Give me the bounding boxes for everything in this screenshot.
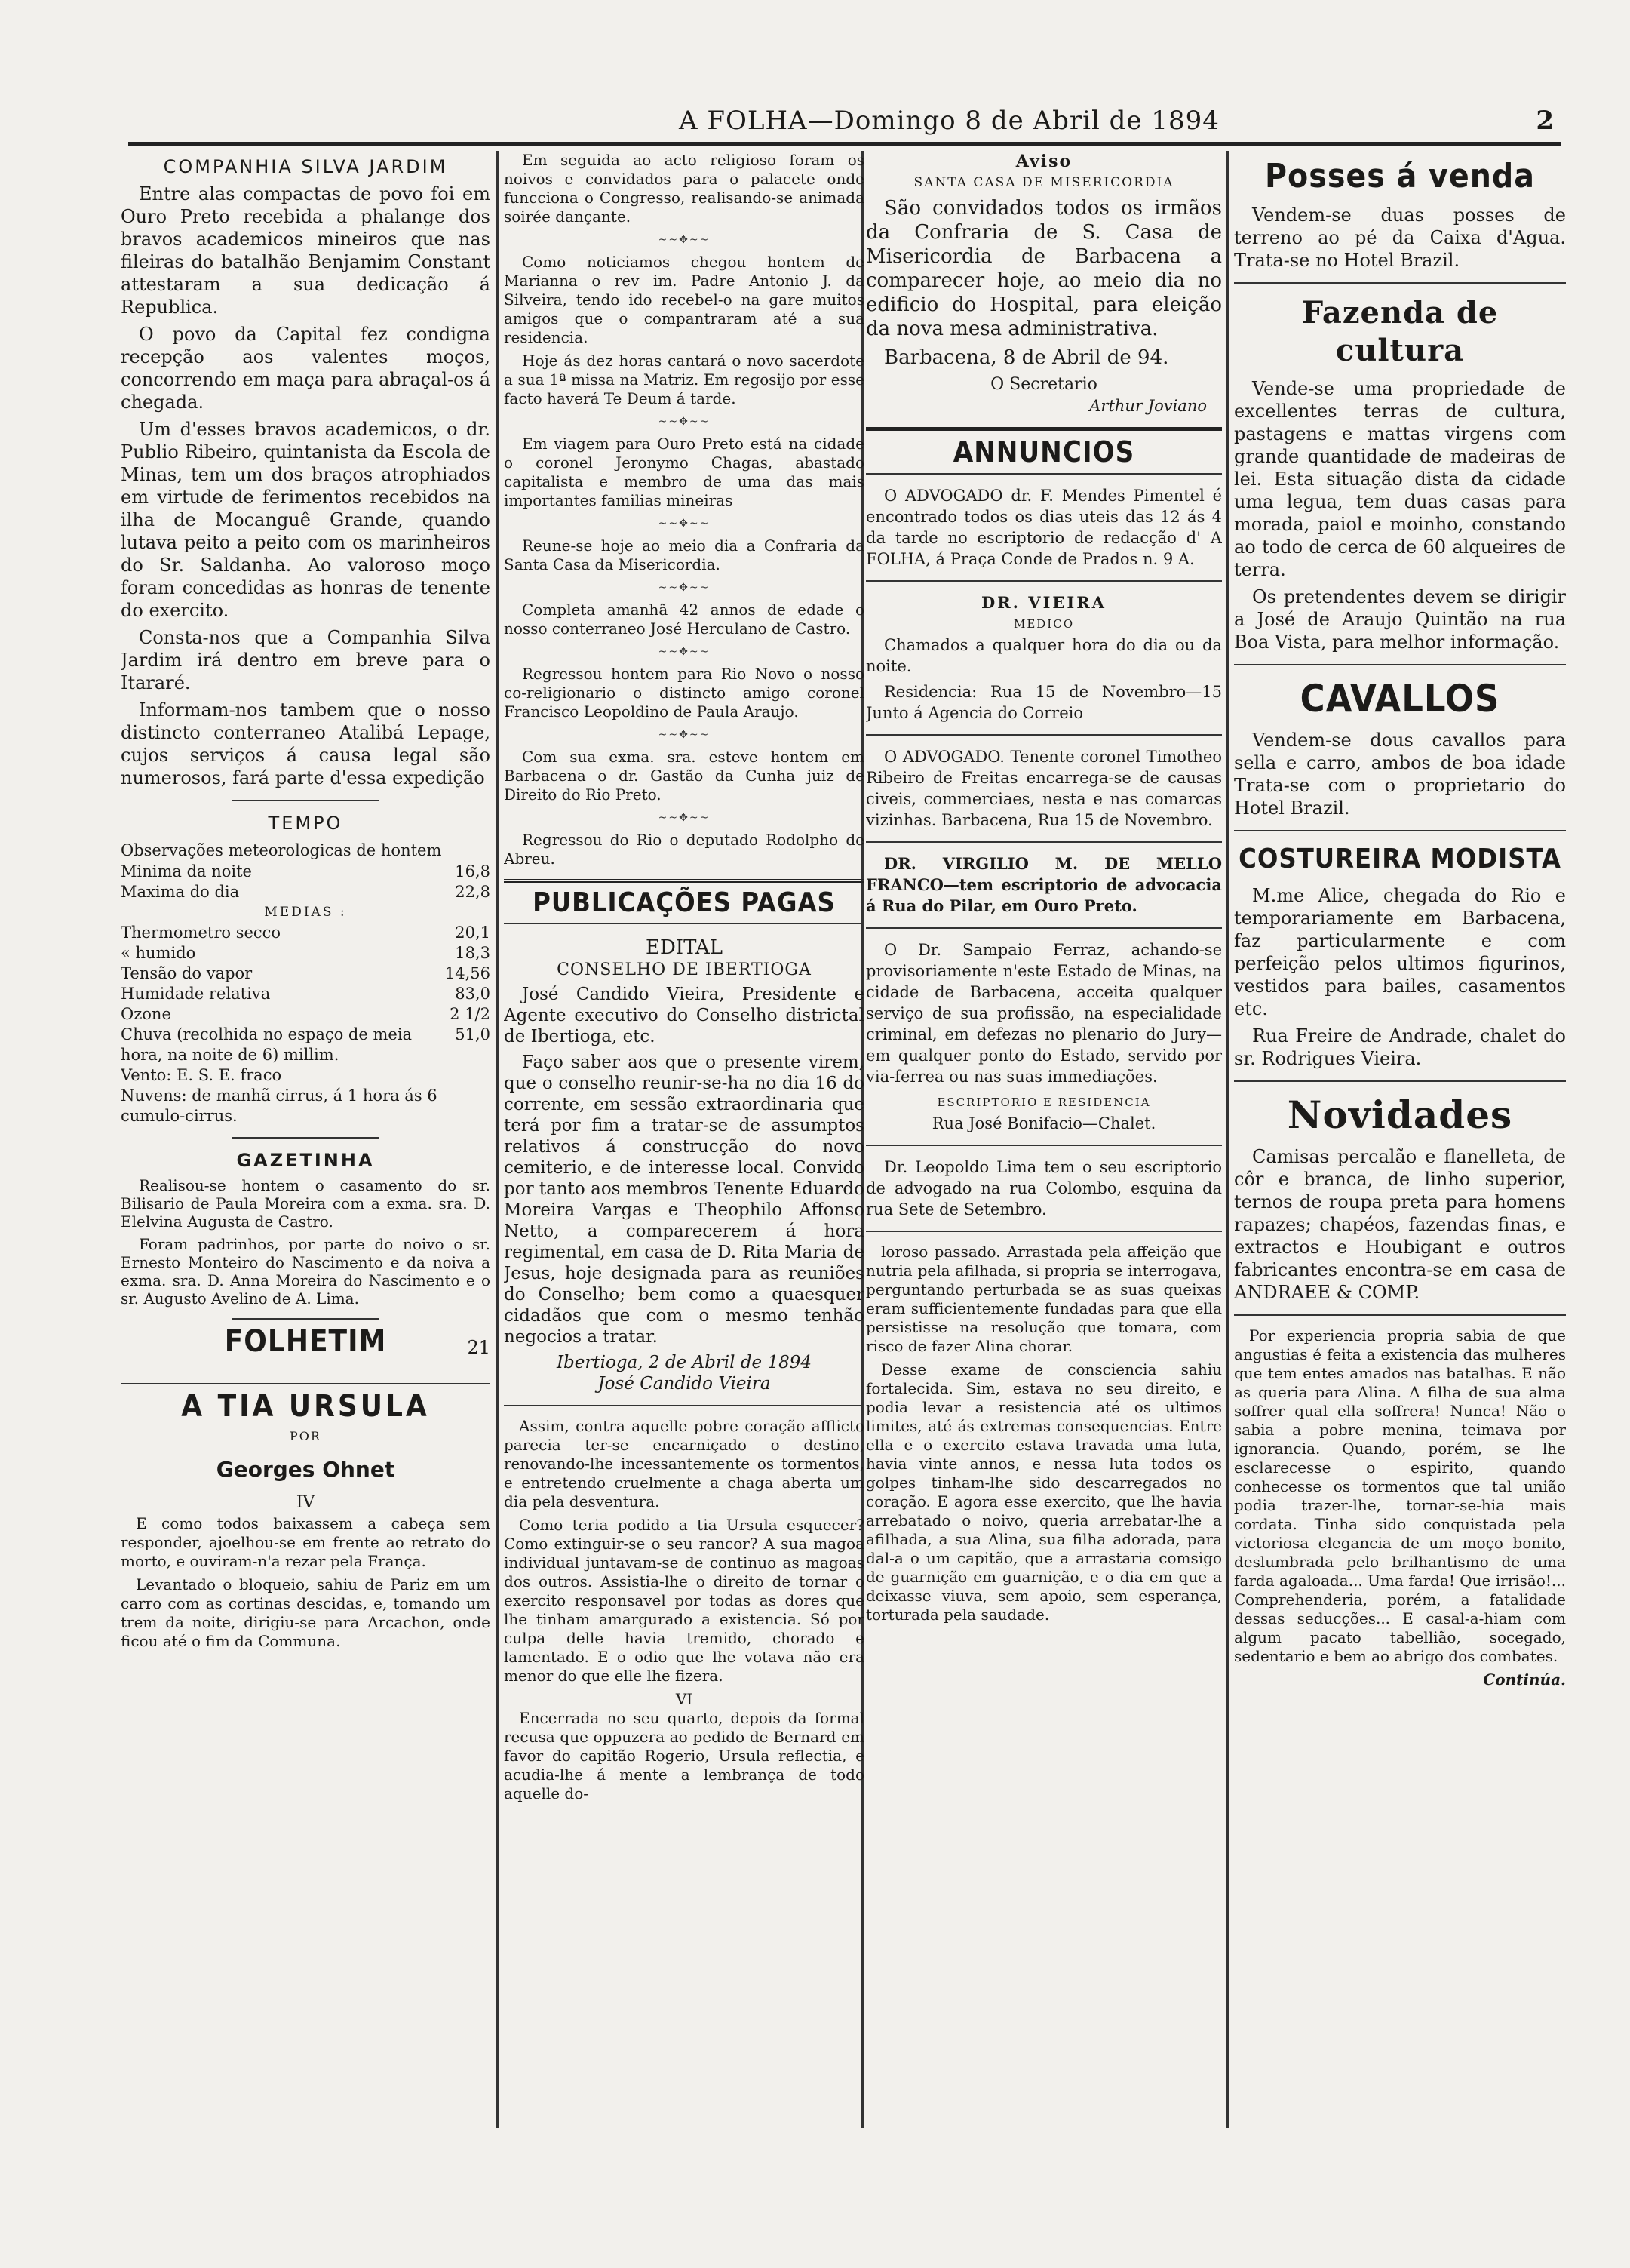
aviso-secretary-name: Arthur Joviano bbox=[1089, 397, 1207, 415]
aviso-text: São convidados todos os irmãos da Confraria de S. Casa de Misericordia de Barbacena a comparecer hoje, ao meio dia no edificio do Hospital, para eleição da nova mesa administrativa. bbox=[866, 197, 1222, 340]
advertisement: Dr. Leopoldo Lima tem o seu escriptorio de advogado na rua Colombo, esquina da rua Sete de Setembro. bbox=[866, 1158, 1222, 1219]
news-item: Em viagem para Ouro Preto está na cidade o coronel Jeronymo Chagas, abastado capitalista e membro de uma das mais importantes familias mineiras bbox=[504, 435, 864, 509]
news-item: Com sua exma. sra. esteve hontem em Barbacena o dr. Gastão da Cunha juiz de Direito do Rio Preto. bbox=[504, 748, 864, 804]
divider bbox=[866, 734, 1222, 736]
folhetim-paragraph: Desse exame de consciencia sahiu fortalecida. Sim, estava no seu direito, e podia levar a resistencia até os ultimos limites, até ás extremas consequencias. Entre ella e o exercito estava travada uma luta, havia vinte annos, e nessa luta todos os golpes tinham-lhe sido descarregados no coração. E agora esse exercito, que lhe havia arrebatado o noivo, queria arrebatar-lhe a afilhada, a sua Alina, sua filha adorada, para dal-a o um capitão, que a arrastaria comsigo de guarnição em guarnição, e o dia em que a deixasse viuva, sem apoio, sem esperança, torturada pela saudade. bbox=[866, 1360, 1222, 1624]
folhetim-label: FOLHETIM bbox=[224, 1324, 387, 1359]
edital-date: Ibertioga, 2 de Abril de 1894 bbox=[556, 1353, 812, 1372]
article-paragraph: Informam-nos tambem que o nosso distincto conterraneo Atalibá Lepage, cujos serviços á causa legal são numerosos, fará parte d'essa expedição bbox=[121, 699, 490, 788]
aviso-title: Aviso bbox=[1015, 152, 1073, 171]
weather-label: Chuva (recolhida no espaço de meia hora, na noite de 6) millim. bbox=[121, 1025, 413, 1064]
folhetim-title: A TIA URSULA bbox=[181, 1389, 430, 1424]
folhetim-chapter: VI bbox=[675, 1690, 693, 1708]
weather-table bbox=[121, 862, 490, 1065]
weather-value: 18,3 bbox=[455, 944, 490, 962]
advertisement: Residencia: Rua 15 de Novembro—15 Junto á Agencia do Correio bbox=[866, 683, 1222, 722]
table-row bbox=[121, 1025, 490, 1065]
column-4 bbox=[1234, 151, 1566, 2218]
divider bbox=[866, 1145, 1222, 1146]
tempo-intro: Observações meteorologicas de hontem bbox=[121, 841, 442, 859]
weather-value: 14,56 bbox=[444, 964, 490, 982]
ornament-separator: ~~✥~~ bbox=[658, 812, 711, 824]
page-title: A FOLHA—Domingo 8 de Abril de 1894 bbox=[679, 106, 1220, 136]
news-item: Reune-se hoje ao meio dia a Confraria da Santa Casa da Misericordia. bbox=[504, 536, 864, 573]
table-row bbox=[121, 984, 490, 1004]
advertisement-address: Rua José Bonifacio—Chalet. bbox=[932, 1114, 1156, 1132]
weather-wind: Vento: E. S. E. fraco bbox=[121, 1066, 282, 1084]
divider bbox=[866, 427, 1222, 431]
doctor-name: DR. VIEIRA bbox=[981, 593, 1107, 612]
edital-signature: José Candido Vieira bbox=[597, 1374, 771, 1394]
article-paragraph: Realisou-se hontem o casamento do sr. Bilisario de Paula Moreira com a exma. sra. D. Elelvina Augusta de Castro. bbox=[121, 1176, 490, 1231]
divider bbox=[232, 1318, 379, 1320]
weather-label: Ozone bbox=[121, 1005, 171, 1023]
column-3 bbox=[866, 151, 1222, 2218]
aviso-subtitle: SANTA CASA DE MISERICORDIA bbox=[913, 175, 1174, 190]
news-item: Completa amanhã 42 annos de edade o nosso conterraneo José Herculano de Castro. bbox=[504, 601, 864, 638]
edital-heading: EDITAL bbox=[645, 936, 723, 959]
ad-title-costureira: COSTUREIRA MODISTA bbox=[1239, 844, 1561, 874]
article-paragraph: Consta-nos que a Companhia Silva Jardim irá dentro em breve para o Itararé. bbox=[121, 627, 490, 693]
weather-value: 20,1 bbox=[455, 923, 490, 942]
divider bbox=[121, 1383, 490, 1384]
weather-value: 2 1/2 bbox=[450, 1005, 490, 1023]
edital-subheading: CONSELHO DE IBERTIOGA bbox=[557, 960, 812, 979]
column-2 bbox=[504, 151, 864, 2218]
advertisement: Vende-se uma propriedade de excellentes terras de cultura, pastagens e mattas virgens com grande quantidade de madeiras de lei. Esta situação dista da cidade uma legua, tem duas casas para morada, paiol e moinho, constando ao todo de cerca de 60 alqueires de terra. bbox=[1234, 378, 1566, 580]
news-item: Regressou do Rio o deputado Rodolpho de Abreu. bbox=[504, 831, 864, 868]
aviso-date: Barbacena, 8 de Abril de 94. bbox=[884, 346, 1169, 369]
divider bbox=[1234, 664, 1566, 665]
ornament-separator: ~~✥~~ bbox=[658, 234, 711, 246]
ornament-separator: ~~✥~~ bbox=[658, 646, 711, 658]
weather-medias-label: MEDIAS : bbox=[264, 905, 347, 920]
weather-value: 83,0 bbox=[455, 985, 490, 1003]
advertisement: Rua Freire de Andrade, chalet do sr. Rodrigues Vieira. bbox=[1234, 1025, 1566, 1069]
article-paragraph: Um d'esses bravos academicos, o dr. Publio Ribeiro, quintanista da Escola de Minas, tem um dos braços atrophiados em virtude de ferimentos recebidos na ilha de Mocanguê Grande, quando lutava peito a peito com os marinheiros do Sr. Saldanha. Ao valoroso moço foram concedidas as honras de tenente do exercito. bbox=[121, 419, 490, 621]
ad-title-posses: Posses á venda bbox=[1265, 157, 1535, 195]
advertisement-office-label: ESCRIPTORIO E RESIDENCIA bbox=[937, 1096, 1151, 1109]
news-item: Em seguida ao acto religioso foram os noivos e convidados para o palacete onde funcciona o Congresso, realisando-se animada soirée dançante. bbox=[504, 151, 864, 226]
folhetim-paragraph: loroso passado. Arrastada pela affeição que nutria pela afilhada, si propria se interrogava, perguntando perturbada se as suas queixas eram sufficientemente fundadas para que ella persistisse na resolução que tomara, com risco de fazer Alina chorar. bbox=[866, 1243, 1222, 1355]
folhetim-paragraph: Encerrada no seu quarto, depois da formal recusa que oppuzera ao pedido de Bernard em favor do capitão Rogerio, Ursula reflectia, e acudia-lhe á mente a lembrança de todo aquelle do- bbox=[504, 1709, 864, 1802]
divider bbox=[232, 1137, 379, 1139]
advertisement: Chamados a qualquer hora do dia ou da noite. bbox=[866, 636, 1222, 675]
advertisement: Camisas percalão e flanelleta, de côr e branca, de linho superior, ternos de roupa preta para homens rapazes; chapéos, fazendas finas, e extractos e Houbigant e outros fabricantes encontra-se em casa de ANDRAEE & COMP. bbox=[1234, 1146, 1566, 1303]
news-item: Hoje ás dez horas cantará o novo sacerdote a sua 1ª missa na Matriz. Em regosijo por esse facto haverá Te Deum á tarde. bbox=[504, 352, 864, 407]
divider bbox=[504, 923, 864, 924]
news-item: Regressou hontem para Rio Novo o nosso co-religionario o distincto amigo coronel Francisco Leopoldino de Paula Araujo. bbox=[504, 665, 864, 721]
folhetim-por: POR bbox=[290, 1429, 321, 1443]
weather-value: 51,0 bbox=[455, 1025, 490, 1043]
divider bbox=[866, 841, 1222, 843]
advertisement: DR. VIRGILIO M. DE MELLO FRANCO—tem escriptorio de advocacia á Rua do Pilar, em Ouro Preto. bbox=[866, 854, 1222, 915]
divider bbox=[1234, 282, 1566, 284]
ornament-separator: ~~✥~~ bbox=[658, 729, 711, 741]
divider bbox=[866, 580, 1222, 582]
continua-label: Continúa. bbox=[1483, 1670, 1566, 1689]
weather-label: Minima da noite bbox=[121, 862, 252, 880]
folhetim-paragraph: Levantado o bloqueio, sahiu de Pariz em um carro com as cortinas descidas, e, tomando um trem da noite, dirigiu-se para Arcachon, onde ficou até o fim da Communa. bbox=[121, 1575, 490, 1650]
divider bbox=[504, 1405, 864, 1406]
advertisement: O Dr. Sampaio Ferraz, achando-se provisoriamente n'este Estado de Minas, na cidade de Barbacena, acceita qualquer serviço de sua profissão, na especialidade criminal, em defezas no plenario do Jury—em qualquer ponto do Estado, servido por via-ferrea ou nas suas immediações. bbox=[866, 941, 1222, 1086]
ad-title-cavallos: CAVALLOS bbox=[1300, 677, 1500, 721]
edital-paragraph: Faço saber aos que o presente virem, que o conselho reunir-se-ha no dia 16 do corrente, em sessão extraordinaria que terá por fim a tratar-se de assumptos relativos á construcção do novo cemiterio, e de interesse local. Convido por tanto aos membros Tenente Eduardo Moreira Vargas e Theophilo Affonso Netto, a comparecerem á hora regimental, em casa de D. Rita Maria de Jesus, hoje designada para as reuniões do Conselho; bem como a quaesquer cidadãos que com o mesmo tenhão negocios a tratar. bbox=[504, 1053, 864, 1347]
advertisement: Os pretendentes devem se dirigir a José de Araujo Quintão na rua Boa Vista, para melhor informação. bbox=[1234, 586, 1566, 653]
article-paragraph: Foram padrinhos, por parte do noivo o sr. Ernesto Monteiro do Nascimento e da noiva a exma. sra. D. Anna Moreira do Nascimento e o sr. Augusto Avelino de A. Lima. bbox=[121, 1235, 490, 1308]
weather-label: Humidade relativa bbox=[121, 985, 271, 1003]
folhetim-number: 21 bbox=[467, 1337, 490, 1358]
section-heading-gazetinha: GAZETINHA bbox=[236, 1150, 375, 1171]
ornament-separator: ~~✥~~ bbox=[658, 582, 711, 594]
table-row bbox=[121, 963, 490, 984]
weather-label: Tensão do vapor bbox=[121, 964, 253, 982]
weather-label: Thermometro secco bbox=[121, 923, 281, 942]
weather-value: 22,8 bbox=[455, 883, 490, 901]
divider bbox=[866, 1231, 1222, 1232]
column-divider bbox=[496, 151, 499, 2128]
folhetim-paragraph: Assim, contra aquelle pobre coração afflicto parecia ter-se encarniçado o destino, renovando-lhe incessantemente os tormentos, e entretendo cruelmente a chaga aberta um dia pela desventura. bbox=[504, 1417, 864, 1510]
ad-title-novidades: Novidades bbox=[1287, 1093, 1513, 1137]
section-heading-companhia: COMPANHIA SILVA JARDIM bbox=[163, 156, 448, 177]
folhetim-chapter: IV bbox=[296, 1493, 315, 1512]
table-row bbox=[121, 943, 490, 963]
page-number: 2 bbox=[1536, 106, 1554, 136]
aviso-secretary-title: O Secretario bbox=[990, 375, 1097, 394]
table-row bbox=[121, 1004, 490, 1025]
advertisement: M.me Alice, chegada do Rio e temporariamente em Barbacena, faz particularmente e com perfeição pelos ultimos figurinos, vestidos para bailes, casamentos etc. bbox=[1234, 885, 1566, 1019]
masthead-rule bbox=[128, 142, 1561, 146]
ad-title-fazenda: Fazenda de cultura bbox=[1301, 295, 1499, 368]
ornament-separator: ~~✥~~ bbox=[658, 518, 711, 530]
advertisement: Vendem-se duas posses de terreno ao pé da Caixa d'Agua. Trata-se no Hotel Brazil. bbox=[1234, 204, 1566, 271]
table-row bbox=[121, 862, 490, 882]
weather-label: Maxima do dia bbox=[121, 883, 240, 901]
masthead bbox=[128, 106, 1561, 143]
table-row bbox=[121, 902, 490, 923]
section-heading-tempo: TEMPO bbox=[268, 813, 343, 834]
folhetim-paragraph: Como teria podido a tia Ursula esquecer? Como extinguir-se o seu rancor? A sua magoa individual juntavam-se de continuo as magoas dos outros. Assistia-lhe o direito de tornar o exercito responsavel por todas as dores que lhe tinham amargurado a existencia. Só por culpa delle havia tremido, chorado e lamentado. E o odio que lhe votava não era menor do que elle lhe fizera. bbox=[504, 1516, 864, 1685]
folhetim-paragraph: Por experiencia propria sabia de que angustias é feita a existencia das mulheres que tem entes amados nas batalhas. E não as queria para Alina. A filha de sua alma soffrer qual ella soffrera! Nunca! Não o sabia a pobre menina, teimava por ignorancia. Quando, porém, se lhe esclarecesse o espirito, quando conhecesse os tormentos que tal união podia trazer-lhe, tornar-se-hia mais cordata. Tinha sido conquistada pela victoriosa elegancia de um moço bonito, deslumbrada pelo brilhantismo de uma farda agaloada... Uma farda! Que irrisão!... Comprehenderia, porém, a fatalidade dessas seducções... E casal-a-hiam com algum pacato tabellião, socegado, sedentario e bem ao abrigo dos combates. bbox=[1234, 1326, 1566, 1665]
folhetim-paragraph: E como todos baixassem a cabeça sem responder, ajoelhou-se em frente ao retrato do morto, e ouviram-n'a rezar pela França. bbox=[121, 1514, 490, 1570]
weather-value: 16,8 bbox=[455, 862, 490, 880]
column-1 bbox=[121, 151, 490, 2218]
news-item: Como noticiamos chegou hontem de Marianna o rev im. Padre Antonio J. da Silveira, tendo ido recebel-o na gare muitos amigos que o compantraram até a sua residencia. bbox=[504, 253, 864, 346]
divider bbox=[1234, 1080, 1566, 1082]
divider bbox=[232, 800, 379, 801]
folhetim-author: Georges Ohnet bbox=[216, 1457, 395, 1482]
divider bbox=[1234, 1314, 1566, 1316]
divider bbox=[504, 879, 864, 883]
advertisement: O ADVOGADO dr. F. Mendes Pimentel é encontrado todos os dias uteis das 12 ás 4 da tarde no escriptorio de redacção d' A FOLHA, á Praça Conde de Prados n. 9 A. bbox=[866, 487, 1222, 568]
table-row bbox=[121, 923, 490, 943]
folhetim-header bbox=[121, 1324, 490, 1372]
divider bbox=[866, 473, 1222, 475]
advertisement: O ADVOGADO. Tenente coronel Timotheo Ribeiro de Freitas encarrega-se de causas civeis, commerciaes, nesta e nas comarcas vizinhas. Barbacena, Rua 15 de Novembro. bbox=[866, 748, 1222, 829]
doctor-role: MEDICO bbox=[1013, 617, 1075, 631]
section-heading-annuncios: ANNUNCIOS bbox=[953, 435, 1135, 469]
section-heading-publicacoes: PUBLICAÇÕES PAGAS bbox=[533, 887, 836, 918]
ornament-separator: ~~✥~~ bbox=[658, 416, 711, 428]
table-row bbox=[121, 882, 490, 902]
divider bbox=[1234, 830, 1566, 831]
edital-paragraph: José Candido Vieira, Presidente e Agente executivo do Conselho districtal de Ibertioga, etc. bbox=[504, 985, 864, 1046]
column-divider bbox=[1226, 151, 1229, 2128]
article-paragraph: O povo da Capital fez condigna recepção aos valentes moços, concorrendo em maça para abraçal-os á chegada. bbox=[121, 324, 490, 413]
divider bbox=[866, 927, 1222, 929]
article-paragraph: Entre alas compactas de povo foi em Ouro Preto recebida a phalange dos bravos academicos mineiros que nas fileiras do batalhão Benjamim Constant attestaram a sua dedicação á Republica. bbox=[121, 183, 490, 318]
weather-clouds: Nuvens: de manhã cirrus, á 1 hora ás 6 cumulo-cirrus. bbox=[121, 1086, 437, 1125]
advertisement: Vendem-se dous cavallos para sella e carro, ambos de boa idade Trata-se com o proprietario do Hotel Brazil. bbox=[1234, 730, 1566, 819]
weather-label: « humido bbox=[121, 944, 196, 962]
